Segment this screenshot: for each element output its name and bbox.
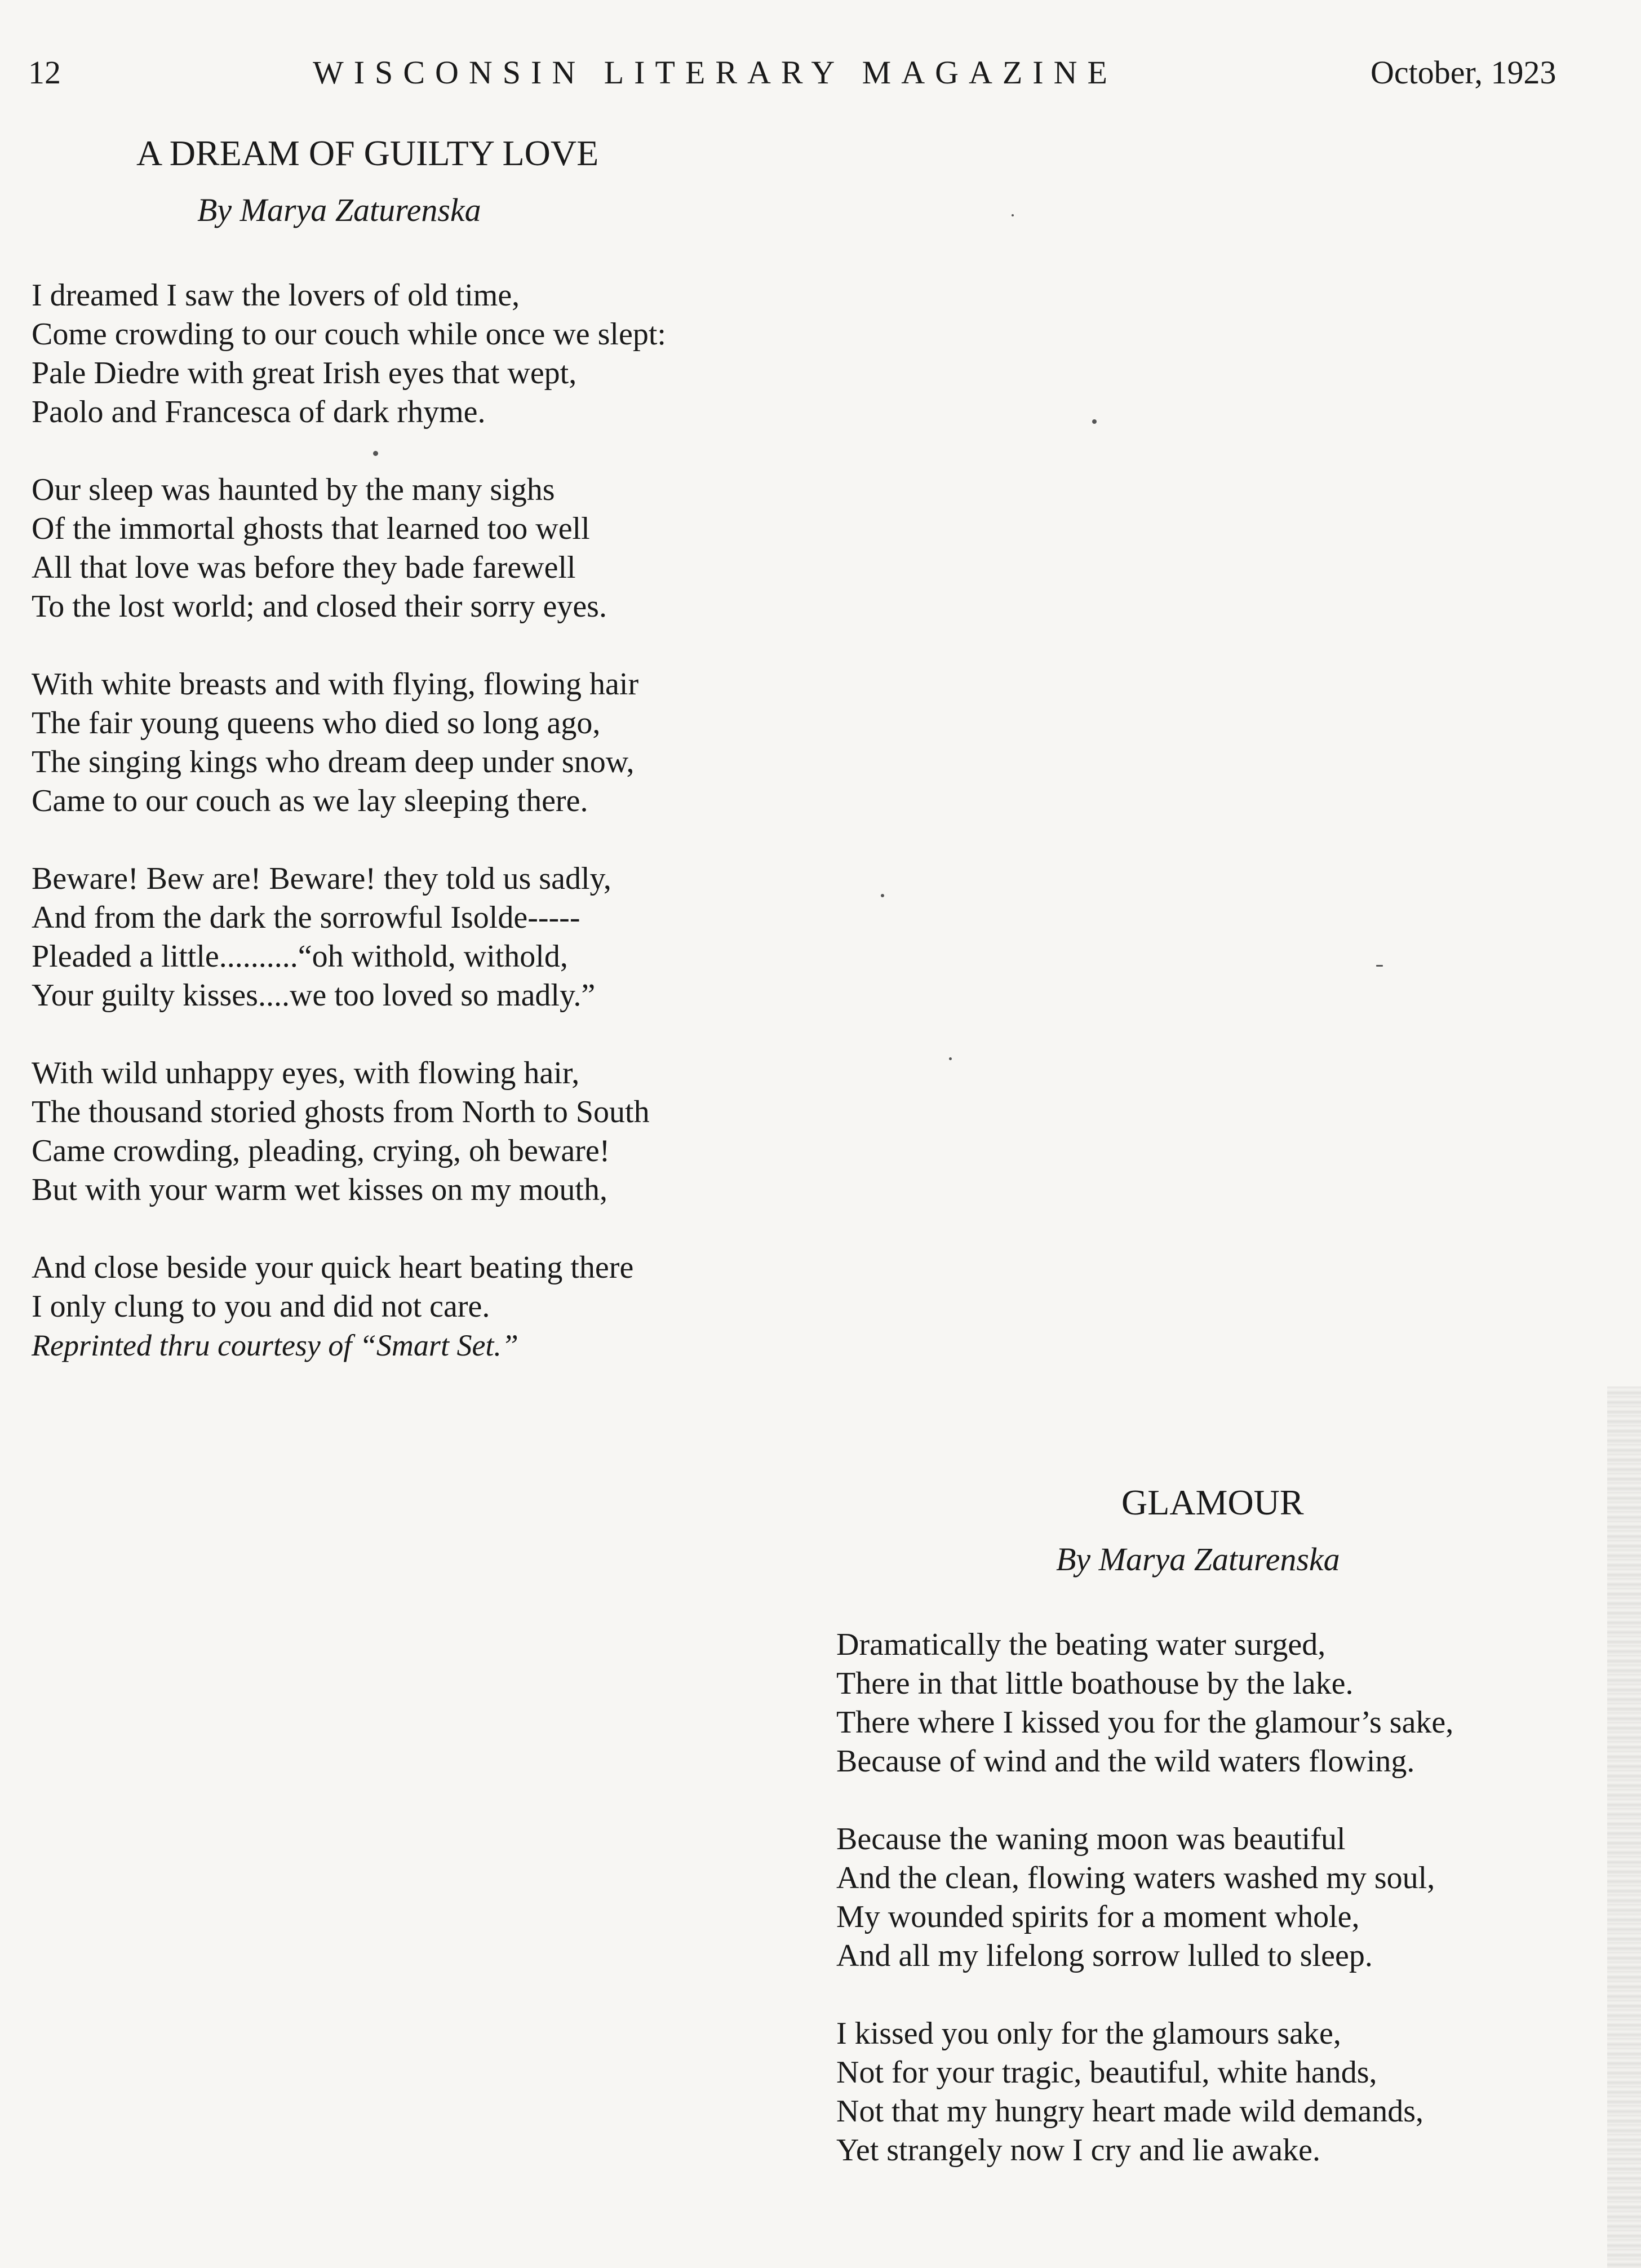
stanza (32, 276, 820, 432)
stanza (836, 1820, 1625, 1975)
scan-speck (1376, 965, 1383, 967)
poem-line: There where I kissed you for the glamour’s sake, (836, 1705, 1454, 1740)
poem-line: Dramatically the beating water surged, (836, 1627, 1326, 1662)
poem-line: Not for your tragic, beautiful, white hands, (836, 2055, 1377, 2090)
poem-line: Your guilty kisses....we too loved so madly.” (32, 978, 596, 1013)
poem-glamour (836, 1482, 1625, 2170)
poem-body (32, 276, 820, 1365)
scan-speck (949, 1057, 952, 1060)
page-number: 12 (28, 54, 61, 91)
poem-line: And from the dark the sorrowful Isolde----- (32, 900, 580, 935)
poem-line: And close beside your quick heart beating there (32, 1250, 634, 1285)
poem-line: Pale Diedre with great Irish eyes that wept, (32, 356, 577, 391)
poem-line: And the clean, flowing waters washed my soul, (836, 1861, 1435, 1895)
poem-line: Came to our couch as we lay sleeping there. (32, 783, 588, 818)
poem-body (836, 1625, 1625, 2170)
scan-speck (881, 894, 884, 897)
publication-title: WISCONSIN LITERARY MAGAZINE (313, 54, 1117, 91)
poem-line: Because of wind and the wild waters flowing. (836, 1744, 1415, 1779)
poem-line: Our sleep was haunted by the many sighs (32, 472, 555, 507)
poem-byline: By Marya Zaturenska (1056, 1541, 1340, 1578)
stanza (32, 471, 820, 626)
stanza (836, 2014, 1625, 2170)
scan-speck (373, 451, 378, 456)
poem-line: The fair young queens who died so long ago, (32, 706, 601, 741)
poem-line: Not that my hungry heart made wild demands, (836, 2094, 1423, 2129)
issue-date: October, 1923 (1371, 54, 1556, 91)
poem-title: A DREAM OF GUILTY LOVE (136, 133, 599, 173)
poem-title: GLAMOUR (1121, 1482, 1304, 1522)
poem-line: All that love was before they bade farewell (32, 550, 576, 585)
poem-line: Came crowding, pleading, crying, oh beware! (32, 1133, 610, 1168)
poem-line: With wild unhappy eyes, with flowing hair, (32, 1056, 580, 1091)
stanza (32, 1054, 820, 1210)
poem-line: Pleaded a little..........“oh withold, withold, (32, 939, 568, 974)
poem-line: I dreamed I saw the lovers of old time, (32, 278, 520, 313)
scan-speck (1092, 419, 1097, 424)
poem-line: There in that little boathouse by the lake. (836, 1666, 1354, 1701)
scan-edge-noise (1607, 1387, 1641, 2268)
stanza (32, 665, 820, 821)
poem-line: Because the waning moon was beautiful (836, 1822, 1346, 1857)
poem-line: Come crowding to our couch while once we slept: (32, 317, 666, 352)
stanza (32, 860, 820, 1015)
poem-byline: By Marya Zaturenska (197, 192, 481, 228)
poem-line: The thousand storied ghosts from North to South (32, 1095, 650, 1129)
poem-line: Beware! Bew are! Beware! they told us sadly, (32, 861, 611, 896)
poem-line: Yet strangely now I cry and lie awake. (836, 2133, 1320, 2168)
poem-line: I kissed you only for the glamours sake, (836, 2016, 1341, 2051)
poem-line: The singing kings who dream deep under snow, (32, 745, 635, 779)
poem-line: My wounded spirits for a moment whole, (836, 1899, 1360, 1934)
poem-line: I only clung to you and did not care. (32, 1289, 490, 1324)
poem-dream-of-guilty-love (32, 135, 820, 1365)
poem-line: Of the immortal ghosts that learned too well (32, 511, 590, 546)
poem-line: With white breasts and with flying, flowing hair (32, 667, 639, 702)
scan-speck (1012, 214, 1014, 216)
poem-line: To the lost world; and closed their sorry eyes. (32, 589, 607, 624)
poem-line: And all my lifelong sorrow lulled to sleep. (836, 1938, 1373, 1973)
stanza (32, 1248, 820, 1365)
poem-line: But with your warm wet kisses on my mouth, (32, 1172, 607, 1207)
reprint-credit: Reprinted thru courtesy of “Smart Set.” (32, 1328, 518, 1362)
poem-line: Paolo and Francesca of dark rhyme. (32, 395, 486, 429)
stanza (836, 1625, 1625, 1781)
